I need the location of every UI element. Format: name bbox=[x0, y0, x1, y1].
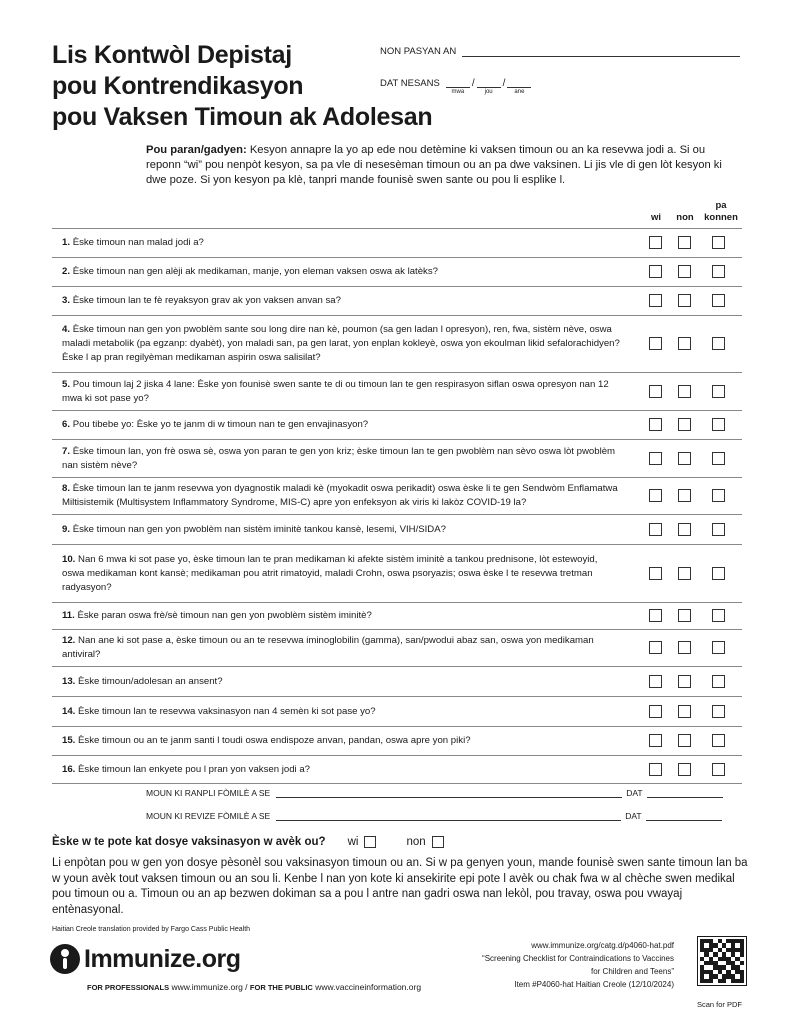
record-card-question-text: Èske w te pote kat dosye vaksinasyon w avèk ou? bbox=[52, 836, 326, 848]
question-number: 14. bbox=[62, 705, 76, 717]
reviewed-date-label: DAT bbox=[625, 811, 642, 821]
question-label: Èske timoun lan, yon frè oswa sè, oswa yon paran te gen yon kriz; èske timoun lan te gen pwoblèm nan sèvo oswa lòt pwoblèm nan sistèm nève? bbox=[62, 445, 616, 471]
question-text bbox=[52, 553, 622, 595]
answer-dont-know-checkbox[interactable] bbox=[712, 641, 725, 654]
dob-month-caption: mwa bbox=[451, 89, 465, 95]
question-row bbox=[52, 257, 742, 286]
intro-text: Kesyon annapre la yo ap ede nou detèmine ki vaksen timoun ou an ka resevwa jodi a. Si ou reponn “wi” pou nenpòt kesyon, sa pa vle di nesesèman timoun ou an pa dwe vaksinen. Li jis vle di gen lòt kesyon ki dwe poze. Si yon kesyon pa klè, tanpri mande founisè swen sante ou pou li esplike l. bbox=[146, 144, 722, 186]
answer-no-checkbox[interactable] bbox=[678, 294, 691, 307]
answer-yes-checkbox[interactable] bbox=[649, 385, 662, 398]
answer-no-checkbox[interactable] bbox=[678, 705, 691, 718]
question-label: Nan 6 mwa ki sot pase yo, èske timoun lan te pran medikaman ki afekte sistèm iminitè a tankou prednisone, lòt estewoyid, oswa medikaman kont kansè; medikaman pou atrit rimatoyid, maladi Crohn, oswa psoryazis; oswa èske l te resevwa tretman radyasyon? bbox=[62, 553, 598, 593]
question-row bbox=[52, 726, 742, 755]
question-row bbox=[52, 315, 742, 372]
question-text bbox=[52, 265, 622, 279]
question-number: 10. bbox=[62, 553, 76, 565]
question-text bbox=[52, 675, 622, 689]
reference-title-line1: “Screening Checklist for Contraindications to Vaccines bbox=[482, 954, 674, 963]
answer-no-checkbox[interactable] bbox=[678, 609, 691, 622]
answer-dont-know-checkbox[interactable] bbox=[712, 489, 725, 502]
answer-yes-checkbox[interactable] bbox=[649, 294, 662, 307]
answer-no-checkbox[interactable] bbox=[678, 489, 691, 502]
footer-separator: / bbox=[245, 982, 248, 992]
question-text bbox=[52, 523, 622, 537]
answer-no-checkbox[interactable] bbox=[678, 675, 691, 688]
dob-month[interactable] bbox=[446, 78, 470, 95]
record-card-yes-label: wi bbox=[347, 836, 359, 848]
question-number: 9. bbox=[62, 523, 71, 535]
qr-code-icon[interactable] bbox=[697, 936, 747, 986]
column-yes: wi bbox=[650, 212, 662, 223]
question-row bbox=[52, 514, 742, 544]
answer-dont-know-checkbox[interactable] bbox=[712, 294, 725, 307]
question-text bbox=[52, 609, 622, 623]
question-row bbox=[52, 477, 742, 514]
answer-no-checkbox[interactable] bbox=[678, 265, 691, 278]
footer-pro-url[interactable]: www.immunize.org bbox=[171, 982, 243, 992]
answer-yes-checkbox[interactable] bbox=[649, 452, 662, 465]
patient-name-field[interactable] bbox=[380, 46, 740, 57]
answer-no-checkbox[interactable] bbox=[678, 452, 691, 465]
completed-by-field bbox=[146, 788, 723, 798]
answer-no-checkbox[interactable] bbox=[678, 236, 691, 249]
immunize-logo-icon bbox=[50, 944, 80, 974]
answer-no-checkbox[interactable] bbox=[678, 641, 691, 654]
answer-yes-checkbox[interactable] bbox=[649, 705, 662, 718]
question-row bbox=[52, 228, 742, 257]
reviewed-by-input-line[interactable] bbox=[276, 812, 621, 821]
answer-yes-checkbox[interactable] bbox=[649, 609, 662, 622]
patient-name-label: NON PASYAN AN bbox=[380, 46, 457, 57]
title-line-3: pou Vaksen Timoun ak Adolesan bbox=[52, 103, 433, 131]
dob-separator: / bbox=[471, 78, 475, 89]
answer-yes-checkbox[interactable] bbox=[649, 489, 662, 502]
answer-dont-know-checkbox[interactable] bbox=[712, 763, 725, 776]
question-number: 8. bbox=[62, 483, 71, 494]
question-label: Èske timoun lan te janm resevwa yon dyagnostik maladi kè (myokadit oswa perikadit) oswa èske li te gen Sendwòm Enflamatwa Miltisistemik (Multisystem Inflammatory Syndrome, MIS-C) apre yon enfeksyon ak viris ki lakòz COVID-19 la? bbox=[62, 483, 618, 508]
answer-dont-know-checkbox[interactable] bbox=[712, 385, 725, 398]
answer-dont-know-checkbox[interactable] bbox=[712, 705, 725, 718]
document-reference bbox=[354, 939, 674, 991]
immunize-logo-text: Immunize.org bbox=[84, 944, 241, 973]
answer-dont-know-checkbox[interactable] bbox=[712, 567, 725, 580]
record-card-no-label: non bbox=[406, 836, 426, 848]
record-card-yes-option[interactable] bbox=[348, 836, 377, 848]
patient-name-input-line[interactable] bbox=[462, 47, 740, 57]
dob-year-caption: ane bbox=[514, 89, 525, 95]
translation-credit: Haitian Creole translation provided by Fargo Cass Public Health bbox=[52, 926, 251, 933]
question-row bbox=[52, 410, 742, 439]
question-text bbox=[52, 418, 622, 432]
question-text bbox=[52, 763, 622, 777]
question-text bbox=[52, 634, 622, 662]
title-line-2: pou Kontrendikasyon bbox=[52, 72, 304, 100]
answer-no-checkbox[interactable] bbox=[678, 763, 691, 776]
question-row bbox=[52, 629, 742, 666]
question-number: 1. bbox=[62, 237, 71, 248]
answer-yes-checkbox[interactable] bbox=[649, 418, 662, 431]
answer-yes-checkbox[interactable] bbox=[649, 523, 662, 536]
question-label: Èske timoun nan gen yon pwoblèm nan sistèm iminitè tankou kansè, lesemi, VIH/SIDA? bbox=[72, 523, 446, 535]
question-row bbox=[52, 696, 742, 726]
column-dont-know bbox=[699, 200, 743, 224]
answer-yes-checkbox[interactable] bbox=[649, 337, 662, 350]
answer-dont-know-checkbox[interactable] bbox=[712, 452, 725, 465]
dob-label: DAT NESANS bbox=[380, 78, 440, 89]
question-number: 6. bbox=[62, 419, 71, 430]
answer-dont-know-checkbox[interactable] bbox=[712, 523, 725, 536]
reviewed-date-input-line[interactable] bbox=[646, 812, 722, 821]
answer-dont-know-checkbox[interactable] bbox=[712, 734, 725, 747]
question-label: Èske timoun lan te fè reyaksyon grav ak yon vaksen anvan sa? bbox=[72, 295, 341, 306]
question-label: Èske timoun nan gen alèji ak medikaman, manje, yon eleman vaksen oswa ak latèks? bbox=[72, 266, 438, 277]
footer-public-url[interactable]: www.vaccineinformation.org bbox=[315, 982, 422, 992]
immunize-logo bbox=[50, 944, 241, 974]
question-text bbox=[52, 734, 622, 748]
dob-separator: / bbox=[502, 78, 506, 89]
reviewed-by-label: MOUN KI REVIZE FÒMILÈ A SE bbox=[146, 811, 271, 821]
record-card-no-checkbox[interactable] bbox=[432, 836, 444, 848]
answer-dont-know-checkbox[interactable] bbox=[712, 609, 725, 622]
answer-dont-know-checkbox[interactable] bbox=[712, 265, 725, 278]
question-row bbox=[52, 286, 742, 315]
question-row bbox=[52, 544, 742, 602]
answer-no-checkbox[interactable] bbox=[678, 337, 691, 350]
question-number: 11. bbox=[62, 610, 75, 621]
answer-yes-checkbox[interactable] bbox=[649, 734, 662, 747]
record-card-yes-checkbox[interactable] bbox=[364, 836, 376, 848]
question-row bbox=[52, 372, 742, 410]
answer-yes-checkbox[interactable] bbox=[649, 236, 662, 249]
question-label: Nan ane ki sot pase a, èske timoun ou an te resevwa iminoglobilin (gamma), san/pwodui abaz san, oswa yon medikaman antiviral? bbox=[62, 635, 594, 660]
answer-dont-know-checkbox[interactable] bbox=[712, 675, 725, 688]
question-text bbox=[52, 323, 622, 365]
question-number: 3. bbox=[62, 295, 71, 306]
intro-paragraph bbox=[146, 143, 742, 188]
title-line-1: Lis Kontwòl Depistaj bbox=[52, 41, 292, 69]
question-number: 13. bbox=[62, 675, 76, 687]
answer-dont-know-checkbox[interactable] bbox=[712, 418, 725, 431]
question-text bbox=[52, 378, 622, 406]
question-label: Èske timoun nan malad jodi a? bbox=[72, 237, 204, 248]
qr-caption: Scan for PDF bbox=[697, 1000, 743, 1009]
question-text bbox=[52, 294, 622, 308]
dob-year[interactable] bbox=[507, 78, 531, 95]
dob-day-caption: jou bbox=[484, 89, 493, 95]
answer-yes-checkbox[interactable] bbox=[649, 567, 662, 580]
question-row bbox=[52, 602, 742, 629]
completed-date-label: DAT bbox=[626, 788, 643, 798]
record-card-no-option[interactable] bbox=[406, 836, 443, 848]
question-text bbox=[52, 445, 622, 473]
answer-no-checkbox[interactable] bbox=[678, 418, 691, 431]
question-label: Èske timoun/adolesan an ansent? bbox=[78, 675, 223, 687]
question-label: Èske timoun lan enkyete pou l pran yon vaksen jodi a? bbox=[78, 763, 311, 775]
answer-dont-know-checkbox[interactable] bbox=[712, 236, 725, 249]
question-text bbox=[52, 482, 622, 510]
answer-no-checkbox[interactable] bbox=[678, 567, 691, 580]
record-card-question bbox=[52, 836, 444, 848]
column-no: non bbox=[676, 212, 694, 223]
answer-yes-checkbox[interactable] bbox=[649, 763, 662, 776]
question-label: Èske timoun lan te resevwa vaksinasyon nan 4 semèn ki sot pase yo? bbox=[78, 705, 376, 717]
answer-yes-checkbox[interactable] bbox=[649, 641, 662, 654]
reference-title-line2: for Children and Teens” bbox=[590, 967, 674, 976]
questions-table bbox=[52, 228, 742, 784]
question-number: 12. bbox=[62, 635, 76, 646]
question-text bbox=[52, 705, 622, 719]
intro-lead: Pou paran/gadyen: bbox=[146, 144, 247, 156]
question-row bbox=[52, 666, 742, 696]
question-label: Pou tibebe yo: Èske yo te janm di w timoun nan te gen envajinasyon? bbox=[72, 419, 369, 430]
reference-item: Item #P4060-hat Haitian Creole (12/10/2024) bbox=[514, 980, 674, 989]
question-number: 4. bbox=[62, 324, 71, 335]
question-label: Èske paran oswa frè/sè timoun nan gen yon pwoblèm sistèm iminitè? bbox=[77, 610, 372, 621]
dob-parts bbox=[446, 78, 532, 95]
answer-dont-know-checkbox[interactable] bbox=[712, 337, 725, 350]
question-number: 2. bbox=[62, 266, 71, 277]
footer-pro-label: FOR PROFESSIONALS bbox=[87, 983, 170, 992]
completed-by-label: MOUN KI RANPLI FÒMILÈ A SE bbox=[146, 788, 271, 798]
question-text bbox=[52, 236, 622, 250]
question-number: 15. bbox=[62, 735, 76, 746]
question-label: Èske timoun ou an te janm santi l toudi oswa endispoze anvan, pandan, oswa apre yon piki? bbox=[78, 735, 471, 746]
question-number: 16. bbox=[62, 763, 76, 775]
question-number: 7. bbox=[62, 445, 71, 457]
reference-url[interactable]: www.immunize.org/catg.d/p4060-hat.pdf bbox=[531, 941, 674, 950]
question-number: 5. bbox=[62, 378, 71, 390]
footer-public-label: FOR THE PUBLIC bbox=[249, 983, 313, 992]
completed-date-input-line[interactable] bbox=[647, 789, 723, 798]
answer-yes-checkbox[interactable] bbox=[649, 675, 662, 688]
question-row bbox=[52, 755, 742, 784]
question-row bbox=[52, 439, 742, 477]
answer-yes-checkbox[interactable] bbox=[649, 265, 662, 278]
answer-no-checkbox[interactable] bbox=[678, 385, 691, 398]
column-dont-know-line1: pa bbox=[715, 200, 727, 211]
record-card-paragraph: Li enpòtan pou w gen yon dosye pèsonèl sou vaksinasyon timoun ou an. Si w pa genyen youn, mande founisè swen sante timoun lan ba w youn avèk tout vaksen timoun ou an sou li. Kenbe l nan yon kote ki ansekirite epi pote l avèk ou chak fwa w al chèche swen medikal pou timoun ou a. Timoun ou an ap bezwen dokiman sa a pou l antre nan gadri oswa nan lekòl, pou travay, oswa pou vwayaj entènasyonal. bbox=[52, 857, 748, 916]
column-dont-know-line2: konnen bbox=[704, 212, 738, 223]
answer-no-checkbox[interactable] bbox=[678, 734, 691, 747]
reviewed-by-field bbox=[146, 811, 722, 821]
question-label: Pou timoun laj 2 jiska 4 lane: Èske yon founisè swen sante te di ou timoun lan te gen respirasyon siflan oswa opresyon nan 12 mwa ki sot pase yo? bbox=[62, 378, 609, 404]
dob-field[interactable] bbox=[380, 78, 531, 95]
answer-no-checkbox[interactable] bbox=[678, 523, 691, 536]
question-label: Èske timoun nan gen yon pwoblèm sante sou long dire nan kè, poumon (sa gen ladan l opresyon), ren, fwa, sistèm nève, oswa maladi metabolik (pa egzanp: dyabèt), yon maladi san, pa gen larat, yon enplan kokleyè, oswa yon ekoulman likid sefalorachidyen? Èske l ap pran regilyèman medikaman aspirin oswa salisilat? bbox=[62, 324, 620, 363]
completed-by-input-line[interactable] bbox=[276, 789, 622, 798]
dob-day[interactable] bbox=[477, 78, 501, 95]
